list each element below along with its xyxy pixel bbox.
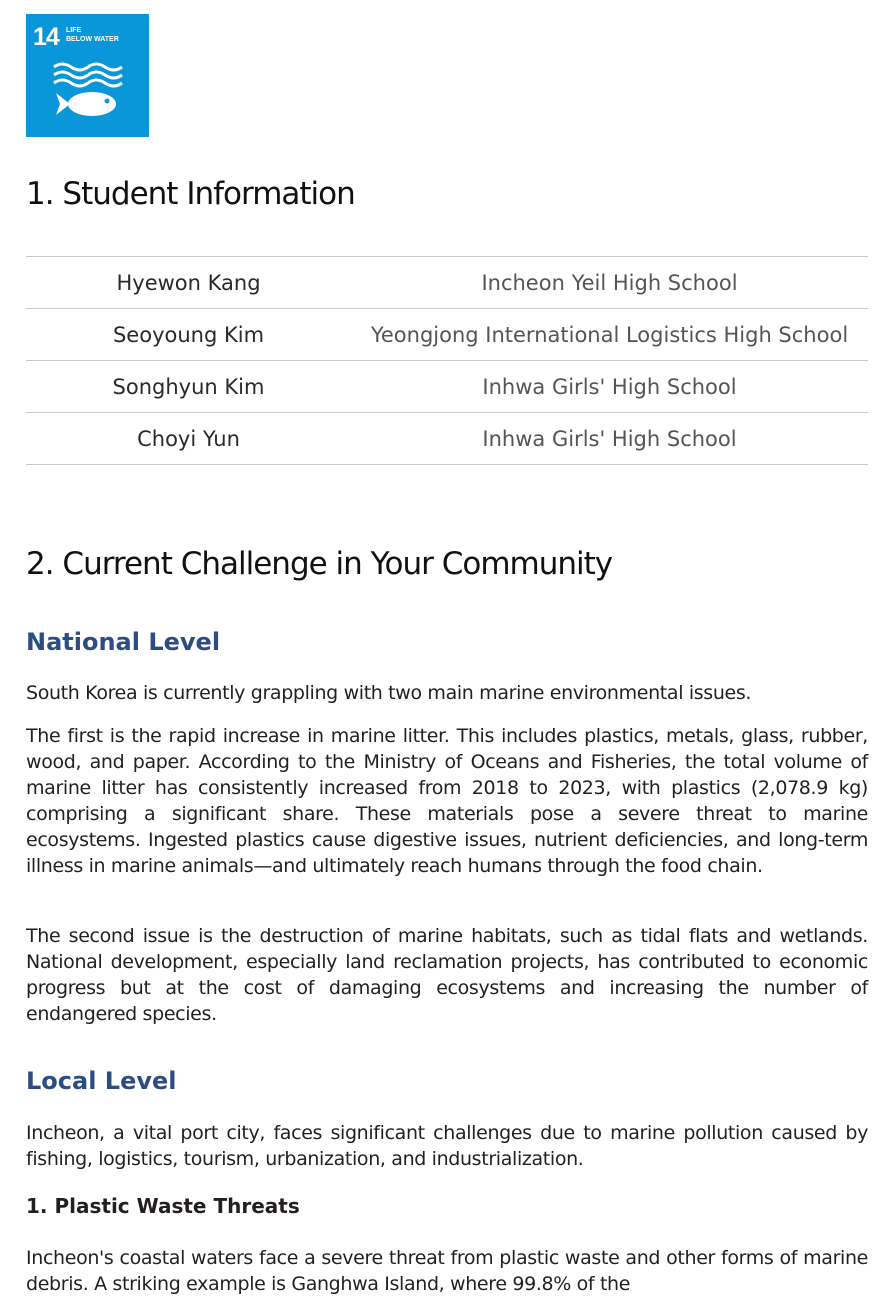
- sdg-14-badge: [26, 14, 149, 137]
- student-name: Choyi Yun: [137, 426, 240, 451]
- student-name: Hyewon Kang: [116, 270, 261, 295]
- table-row: [26, 309, 868, 361]
- student-school: Yeongjong International Logistics High School: [370, 322, 849, 347]
- habitat-destruction-paragraph: The second issue is the destruction of marine habitats, such as tidal flats and wetlands. National development, especially land reclamation projects, has contributed to economic progress but at the cost of damaging ecosystems and increasing the number of endangered species.: [26, 925, 868, 1025]
- student-information-heading: 1. Student Information: [26, 176, 355, 212]
- student-school: Incheon Yeil High School: [481, 270, 738, 295]
- sdg-number: 14: [33, 23, 59, 51]
- marine-litter-paragraph: The first is the rapid increase in marine litter. This includes plastics, metals, glass, rubber, wood, and paper. According to the Ministry of Oceans and Fisheries, the total volume of marine litter has consistently increased from 2018 to 2023, with plastics (2,078.9 kg) comprising a significant share. These materials pose a severe threat to marine ecosystems. Ingested plastics cause digestive issues, nutrient deficiencies, and long-term illness in marine animals—and ultimately reach humans through the food chain.: [26, 725, 868, 877]
- plastic-waste-paragraph: Incheon's coastal waters face a severe threat from plastic waste and other forms of marine debris. A striking example is Ganghwa Island, where 99.8% of the: [26, 1247, 868, 1295]
- table-row: [26, 413, 868, 465]
- student-name: Seoyoung Kim: [112, 322, 265, 347]
- local-intro-paragraph: Incheon, a vital port city, faces significant challenges due to marine pollution caused by fishing, logistics, tourism, urbanization, and industrialization.: [26, 1122, 868, 1170]
- national-intro-paragraph: South Korea is currently grappling with two main marine environmental issues.: [26, 682, 752, 704]
- current-challenge-heading: 2. Current Challenge in Your Community: [26, 546, 613, 582]
- sdg-title: LIFE BELOW WATER: [66, 27, 119, 43]
- table-row: [26, 361, 868, 413]
- student-school: Inhwa Girls' High School: [482, 374, 737, 399]
- national-level-heading: National Level: [26, 628, 221, 656]
- student-name: Songhyun Kim: [112, 374, 265, 399]
- plastic-waste-subheading: 1. Plastic Waste Threats: [26, 1194, 300, 1218]
- local-level-heading: Local Level: [26, 1067, 177, 1095]
- student-table: [26, 256, 868, 465]
- table-row: [26, 257, 868, 309]
- student-school: Inhwa Girls' High School: [482, 426, 737, 451]
- fish-waves-icon: [52, 60, 124, 120]
